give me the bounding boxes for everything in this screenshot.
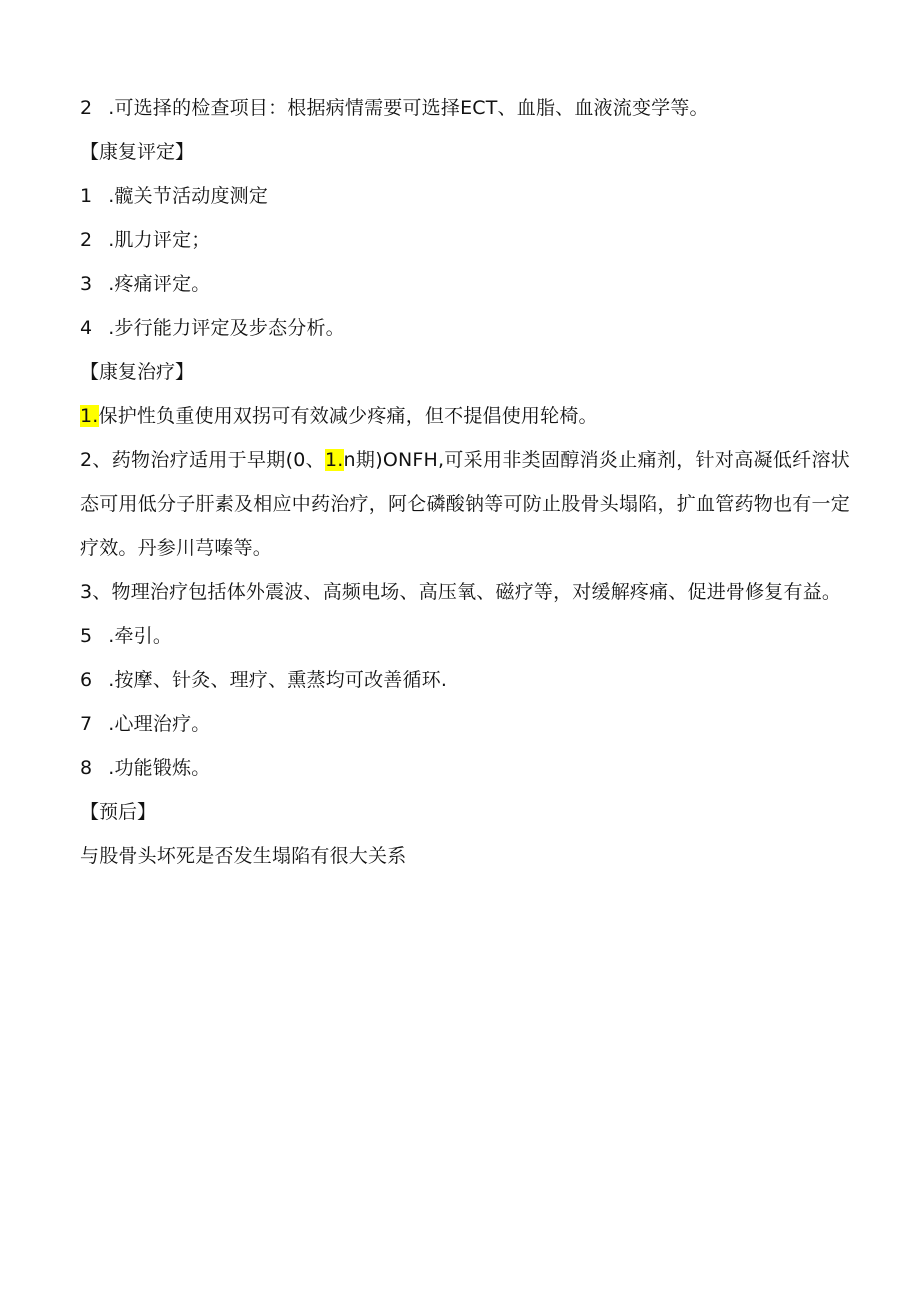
item-text: .肌力评定； <box>102 229 211 251</box>
section-heading-prognosis: 【预后】 <box>80 801 157 823</box>
treatment-item-7 <box>80 702 850 746</box>
section-heading-rehab-treatment: 【康复治疗】 <box>80 361 195 383</box>
item-number: 5 <box>80 625 93 647</box>
item-number: 1 <box>80 185 93 207</box>
treatment-item-3: 3、物理治疗包括体外震波、高频电场、高压氧、磁疗等，对缓解疼痛、促进骨修复有益。 <box>80 581 842 603</box>
prognosis-text: 与股骨头坏死是否发生塌陷有很大关系 <box>80 845 407 867</box>
eval-item-3 <box>80 262 850 306</box>
item-number: 3 <box>80 273 93 295</box>
item-number: 2 <box>80 229 93 251</box>
item-text: 保护性负重使用双拐可有效减少疼痛，但不提倡使用轮椅。 <box>98 405 598 427</box>
eval-item-2 <box>80 218 850 262</box>
item-number: 7 <box>80 713 93 735</box>
treatment-item-5 <box>80 614 850 658</box>
item-number: 2 <box>80 97 93 119</box>
treatment-item-1 <box>80 394 850 438</box>
treatment-item-2 <box>80 438 850 570</box>
item-number: 8 <box>80 757 93 779</box>
item-text-pre: 2、药物治疗适用于早期(0、 <box>80 449 325 471</box>
treatment-item-6 <box>80 658 850 702</box>
eval-item-4 <box>80 306 850 350</box>
item-text: .步行能力评定及步态分析。 <box>102 317 345 339</box>
item-number: 4 <box>80 317 93 339</box>
item-text: .髋关节活动度测定 <box>102 185 269 207</box>
item-text: .牵引。 <box>102 625 173 647</box>
eval-item-1 <box>80 174 850 218</box>
highlighted-number: 1. <box>324 449 344 471</box>
section-heading-rehab-eval: 【康复评定】 <box>80 141 195 163</box>
item-text: .功能锻炼。 <box>102 757 211 779</box>
item-text-post: n期)ONFH,可采用非类固醇消炎止痛剂，针对高凝低纤溶状态可用低分子肝素及相应中药治疗，阿仑磷酸钠等可防止股骨头塌陷，扩血管药物也有一定疗效。丹参川芎嗪等。 <box>80 449 851 559</box>
item-number: 6 <box>80 669 93 691</box>
item-text: .心理治疗。 <box>102 713 211 735</box>
item-text: .按摩、针灸、理疗、熏蒸均可改善循环. <box>102 669 448 691</box>
highlighted-number: 1. <box>80 405 99 427</box>
item-text: .可选择的检查项目：根据病情需要可选择ECT、血脂、血液流变学等。 <box>102 97 709 119</box>
treatment-item-8 <box>80 746 850 790</box>
exam-item-2 <box>80 86 850 130</box>
document-page <box>80 86 850 878</box>
item-text: .疼痛评定。 <box>102 273 211 295</box>
